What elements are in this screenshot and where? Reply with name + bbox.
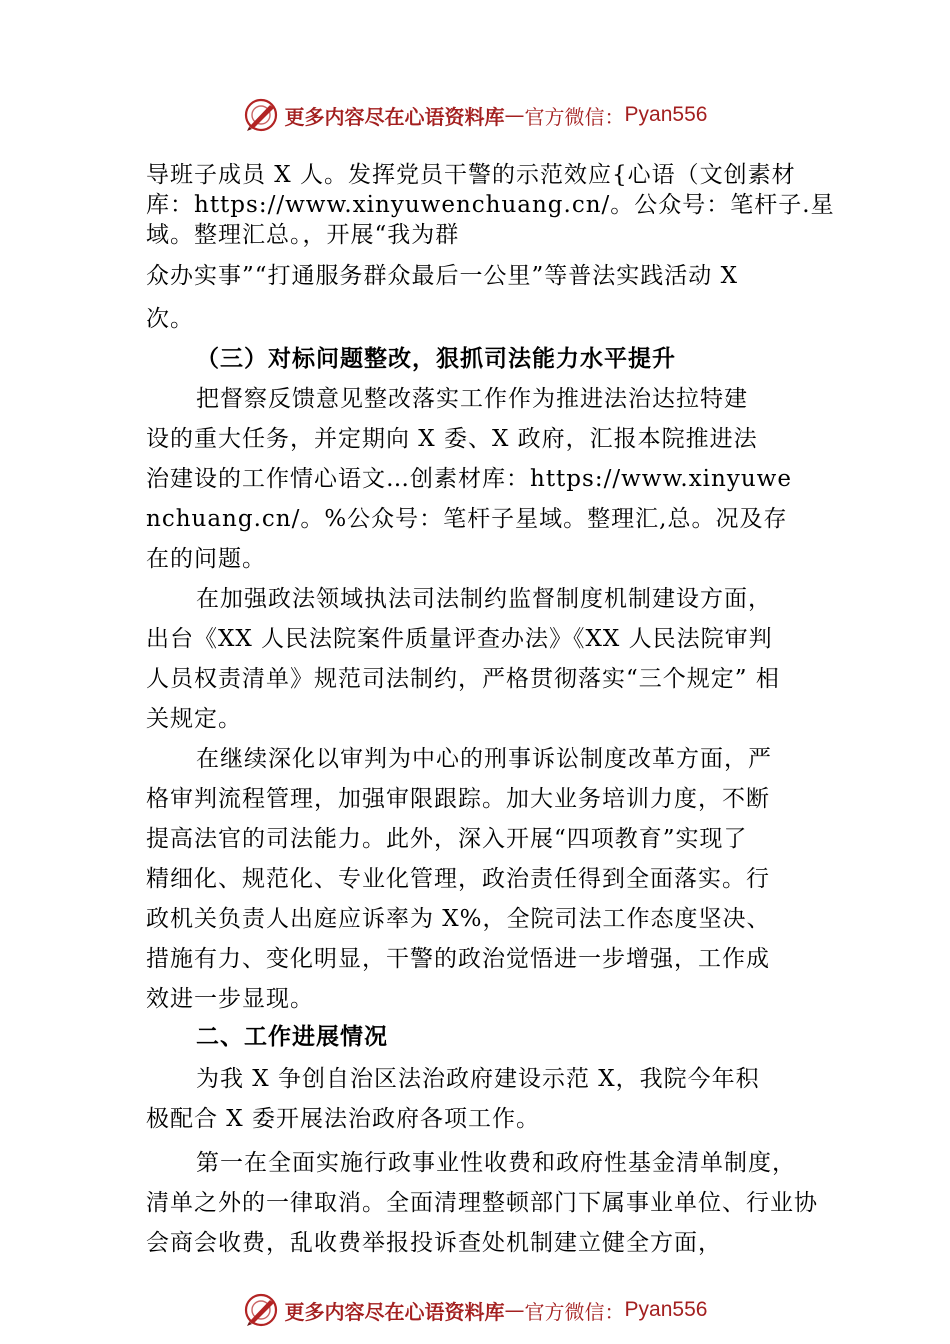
body-line: 政机关负责人出庭应诉率为 X%，全院司法工作态度坚决、	[146, 906, 771, 932]
body-line: 格审判流程管理，加强审限跟踪。加大业务培训力度，不断	[146, 786, 770, 812]
body-line: 众办实事”“打通服务群众最后一公里”等普法实践活动 X	[146, 263, 738, 289]
body-line: 在继续深化以审判为中心的刑事诉讼制度改革方面，严	[196, 746, 772, 772]
body-line: 精细化、规范化、专业化管理，政治责任得到全面落实。行	[146, 866, 770, 892]
body-line: 极配合 X 委开展法治政府各项工作。	[146, 1106, 540, 1132]
body-line: 关规定。	[146, 706, 242, 732]
footer-watermark	[0, 1290, 950, 1330]
watermark-dash: —	[504, 103, 525, 127]
body-line: 出台《XX 人民法院案件质量评查办法》《XX 人民法院审判	[146, 626, 773, 652]
pen-logo-icon	[243, 1292, 279, 1328]
watermark-dash: —	[504, 1298, 525, 1322]
body-line: 域。整理汇总。，开展“我为群	[146, 222, 460, 248]
watermark-official-label: 官方微信：	[524, 104, 625, 129]
watermark-wechat-id: Pyan556	[624, 1298, 708, 1321]
body-line: 在的问题。	[146, 546, 266, 572]
body-line: 为我 X 争创自治区法治政府建设示范 X，我院今年积	[196, 1066, 760, 1092]
watermark-wechat-id: Pyan556	[624, 103, 708, 126]
section-heading-2: 二、工作进展情况	[196, 1024, 388, 1050]
body-line: 在加强政法领域执法司法制约监督制度机制建设方面，	[196, 586, 772, 612]
body-line: nchuang.cn/。%公众号：笔杆子星域。整理汇,总。况及存	[146, 506, 788, 532]
body-line: 效进一步显现。	[146, 986, 314, 1012]
pen-logo-icon	[243, 97, 279, 133]
body-line: 提高法官的司法能力。此外，深入开展“四项教育”实现了	[146, 826, 748, 852]
section-heading-3: （三）对标问题整改，狠抓司法能力水平提升	[196, 346, 676, 372]
body-line: 措施有力、变化明显，干警的政治觉悟进一步增强，工作成	[146, 946, 770, 972]
header-watermark	[0, 95, 950, 135]
watermark-official-label: 官方微信：	[524, 1299, 625, 1324]
body-line: 导班子成员 X 人。发挥党员干警的示范效应{心语（文创素材	[146, 162, 796, 188]
body-line: 第一在全面实施行政事业性收费和政府性基金清单制度，	[196, 1150, 796, 1176]
watermark-text: 更多内容尽在心语资料库	[284, 1299, 505, 1324]
body-line: 会商会收费，乱收费举报投诉查处机制建立健全方面，	[146, 1230, 722, 1256]
body-line: 治建设的工作情心语文…创素材库：https://www.xinyuwe	[146, 466, 792, 492]
body-line: 库：https://www.xinyuwenchuang.cn/。公众号：笔杆子.星	[146, 192, 835, 218]
body-line: 人员权责清单》规范司法制约，严格贯彻落实“三个规定” 相	[146, 666, 780, 692]
body-line: 次。	[146, 306, 194, 332]
body-line: 设的重大任务，并定期向 X 委、X 政府，汇报本院推进法	[146, 426, 758, 452]
body-line: 把督察反馈意见整改落实工作作为推进法治达拉特建	[196, 386, 748, 412]
body-line: 清单之外的一律取消。全面清理整顿部门下属事业单位、行业协	[146, 1190, 818, 1216]
watermark-text: 更多内容尽在心语资料库	[284, 104, 505, 129]
